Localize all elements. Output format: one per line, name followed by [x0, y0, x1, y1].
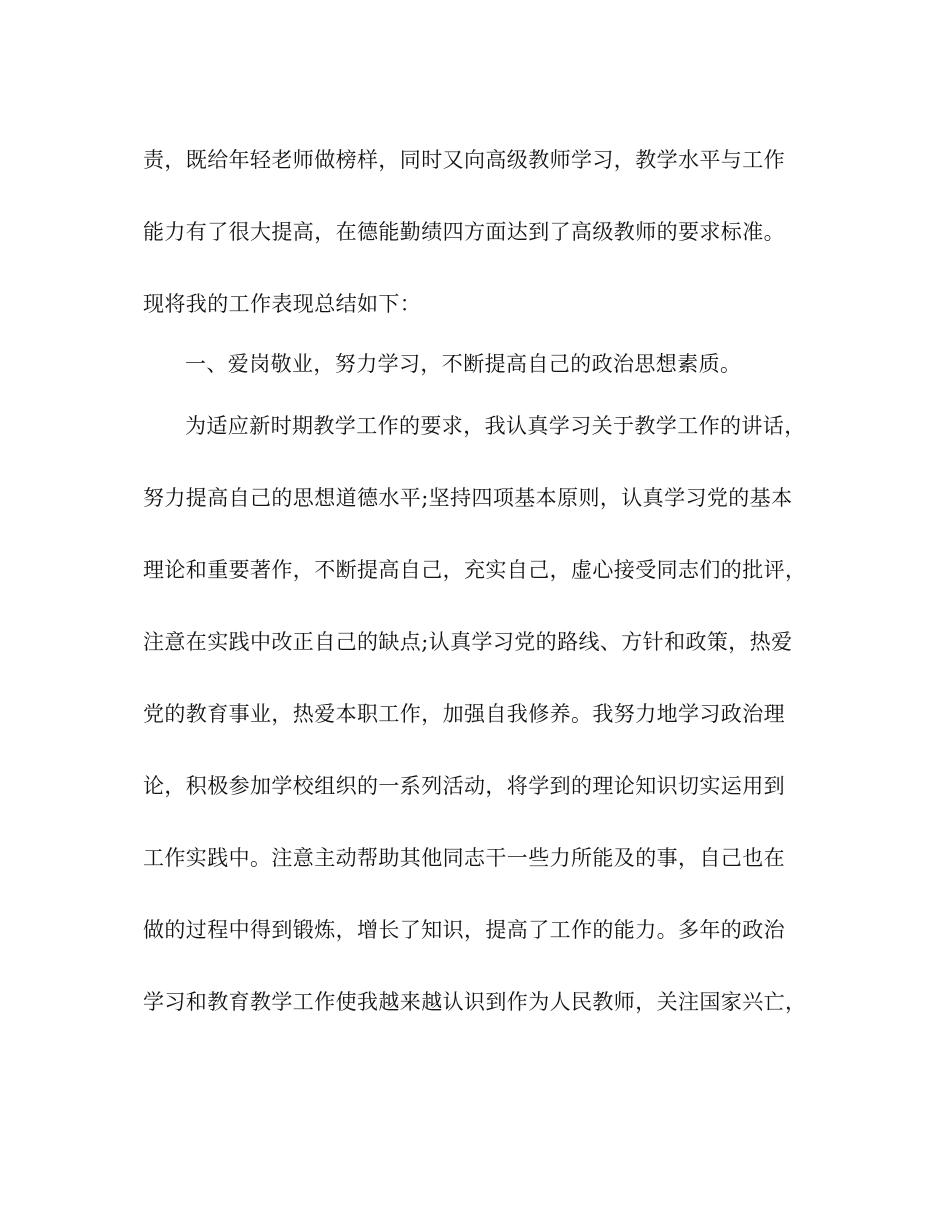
paragraph-first-line: 为适应新时期教学工作的要求，我认真学习关于教学工作的讲话， [185, 414, 806, 438]
text-line-12: 做的过程中得到锻炼，增长了知识，提高了工作的能力。多年的政治 [143, 918, 785, 942]
section-heading: 一、爱岗敬业，努力学习，不断提高自己的政治思想素质。 [185, 352, 742, 376]
text-line-13: 学习和教育教学工作使我越来越认识到作为人民教师，关注国家兴亡， [143, 990, 807, 1014]
text-line-2: 能力有了很大提高，在德能勤绩四方面达到了高级教师的要求标准。 [143, 220, 785, 244]
text-line-7: 理论和重要著作，不断提高自己，充实自己，虚心接受同志们的批评， [143, 558, 807, 582]
text-line-3: 现将我的工作表现总结如下： [143, 292, 422, 316]
text-line-8: 注意在实践中改正自己的缺点;认真学习党的路线、方针和政策，热爱 [143, 630, 793, 654]
text-line-10: 论，积极参加学校组织的一系列活动，将学到的理论知识切实运用到 [143, 774, 785, 798]
text-line-9: 党的教育事业，热爱本职工作，加强自我修养。我努力地学习政治理 [143, 702, 785, 726]
text-line-11: 工作实践中。注意主动帮助其他同志干一些力所能及的事，自己也在 [143, 846, 785, 870]
text-line-1: 责，既给年轻老师做榜样，同时又向高级教师学习，教学水平与工作 [143, 148, 785, 172]
text-line-6: 努力提高自己的思想道德水平;坚持四项基本原则，认真学习党的基本 [143, 486, 793, 510]
